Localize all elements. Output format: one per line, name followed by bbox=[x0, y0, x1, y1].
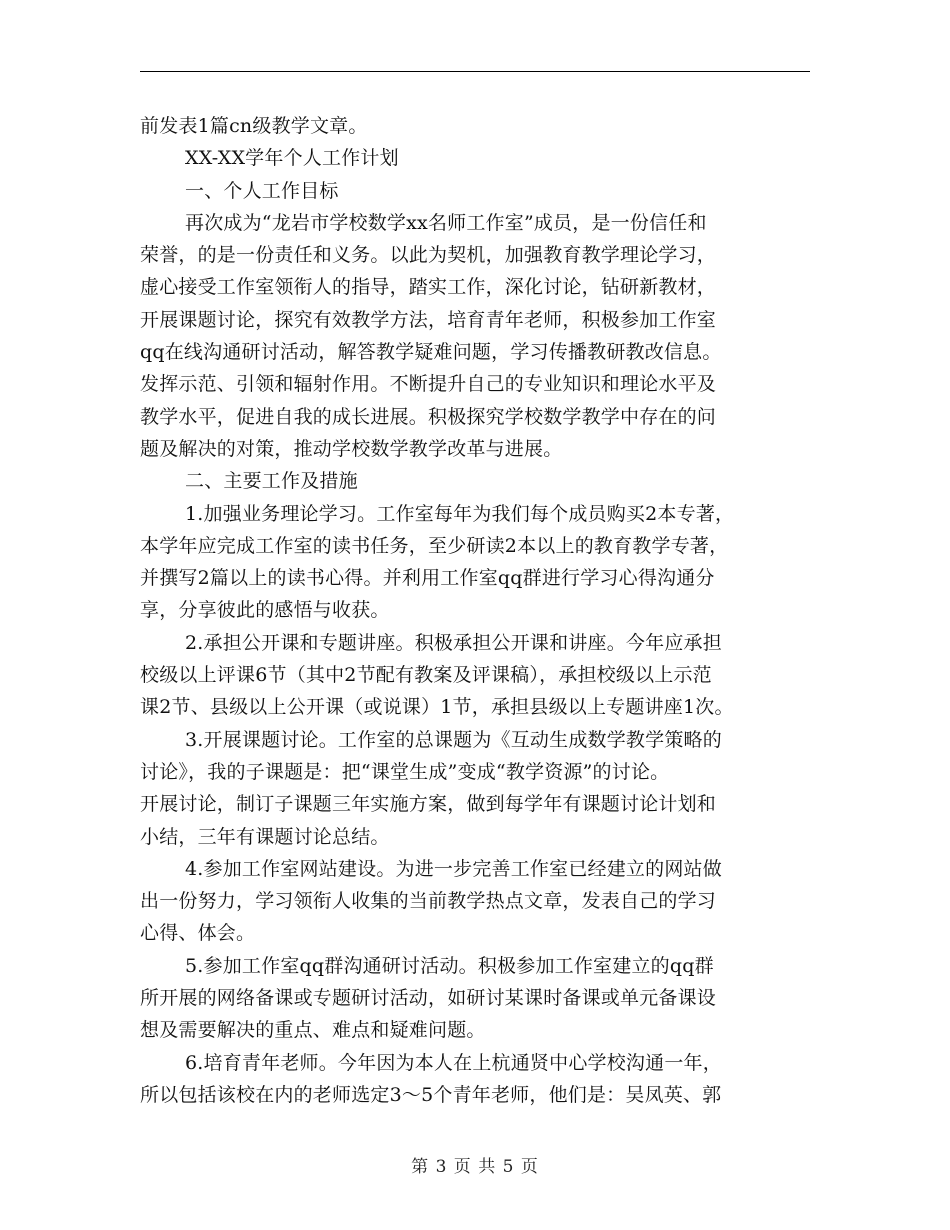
text-line: 4.参加工作室网站建设。为进一步完善工作室已经建立的网站做 bbox=[185, 857, 722, 880]
text-line: 讨论》，我的子课题是：把“课堂生成”变成“教学资源”的讨论。 bbox=[140, 760, 670, 783]
text-line: 开展课题讨论，探究有效教学方法，培育青年老师，积极参加工作室 bbox=[140, 308, 717, 331]
text-line: qq在线沟通研讨活动，解答教学疑难问题，学习传播教研教改信息。 bbox=[140, 341, 722, 364]
text-line: 想及需要解决的重点、难点和疑难问题。 bbox=[140, 1019, 486, 1042]
text-line: 3.开展课题讨论。工作室的总课题为《互动生成数学教学策略的 bbox=[185, 728, 722, 751]
text-line: 2.承担公开课和专题讲座。积极承担公开课和讲座。今年应承担 bbox=[185, 631, 722, 654]
text-line: 前发表1篇cn级教学文章。 bbox=[140, 115, 368, 137]
text-line: 所开展的网络备课或专题研讨活动，如研讨某课时备课或单元备课设 bbox=[140, 987, 717, 1010]
text-line: 再次成为“龙岩市学校数学xx名师工作室”成员，是一份信任和 bbox=[185, 211, 707, 234]
section-heading: XX-XX学年个人工作计划 bbox=[185, 147, 399, 170]
text-line: 荣誉，的是一份责任和义务。以此为契机，加强教育教学理论学习， bbox=[140, 244, 717, 267]
text-line: 心得、体会。 bbox=[140, 922, 256, 945]
text-line: 本学年应完成工作室的读书任务，至少研读2本以上的教育教学专著， bbox=[140, 534, 729, 557]
text-line: 所以包括该校在内的老师选定3～5个青年老师，他们是：吴凤英、郭 bbox=[140, 1083, 722, 1106]
document-body bbox=[140, 110, 820, 1111]
header-rule bbox=[140, 71, 810, 72]
text-line: 1.加强业务理论学习。工作室每年为我们每个成员购买2本专著， bbox=[185, 502, 735, 525]
section-heading: 二、主要工作及措施 bbox=[185, 470, 358, 493]
text-line: 虚心接受工作室领衔人的指导，踏实工作，深化讨论，钻研新教材， bbox=[140, 276, 717, 299]
text-line: 出一份努力，学习领衔人收集的当前教学热点文章，发表自己的学习 bbox=[140, 890, 717, 913]
section-heading: 一、个人工作目标 bbox=[185, 179, 339, 202]
text-line: 教学水平，促进自我的成长进展。积极探究学校数学教学中存在的问 bbox=[140, 405, 717, 428]
text-line: 享，分享彼此的感悟与收获。 bbox=[140, 599, 390, 622]
text-line: 发挥示范、引领和辐射作用。不断提升自己的专业知识和理论水平及 bbox=[140, 373, 717, 396]
text-line: 开展讨论，制订子课题三年实施方案，做到每学年有课题讨论计划和 bbox=[140, 793, 717, 816]
text-line: 5.参加工作室qq群沟通研讨活动。积极参加工作室建立的qq群 bbox=[185, 954, 714, 977]
text-line: 题及解决的对策，推动学校数学教学改革与进展。 bbox=[140, 437, 563, 460]
text-line: 课2节、县级以上公开课（或说课）1节，承担县级以上专题讲座1次。 bbox=[140, 696, 734, 719]
text-line: 校级以上评课6节（其中2节配有教案及评课稿），承担校级以上示范 bbox=[140, 664, 712, 687]
page-number: 第 3 页 共 5 页 bbox=[411, 1157, 539, 1177]
text-line: 并撰写2篇以上的读书心得。并利用工作室qq群进行学习心得沟通分 bbox=[140, 567, 715, 590]
text-line: 小结，三年有课题讨论总结。 bbox=[140, 825, 390, 848]
text-line: 6.培育青年老师。今年因为本人在上杭通贤中心学校沟通一年， bbox=[185, 1051, 722, 1074]
